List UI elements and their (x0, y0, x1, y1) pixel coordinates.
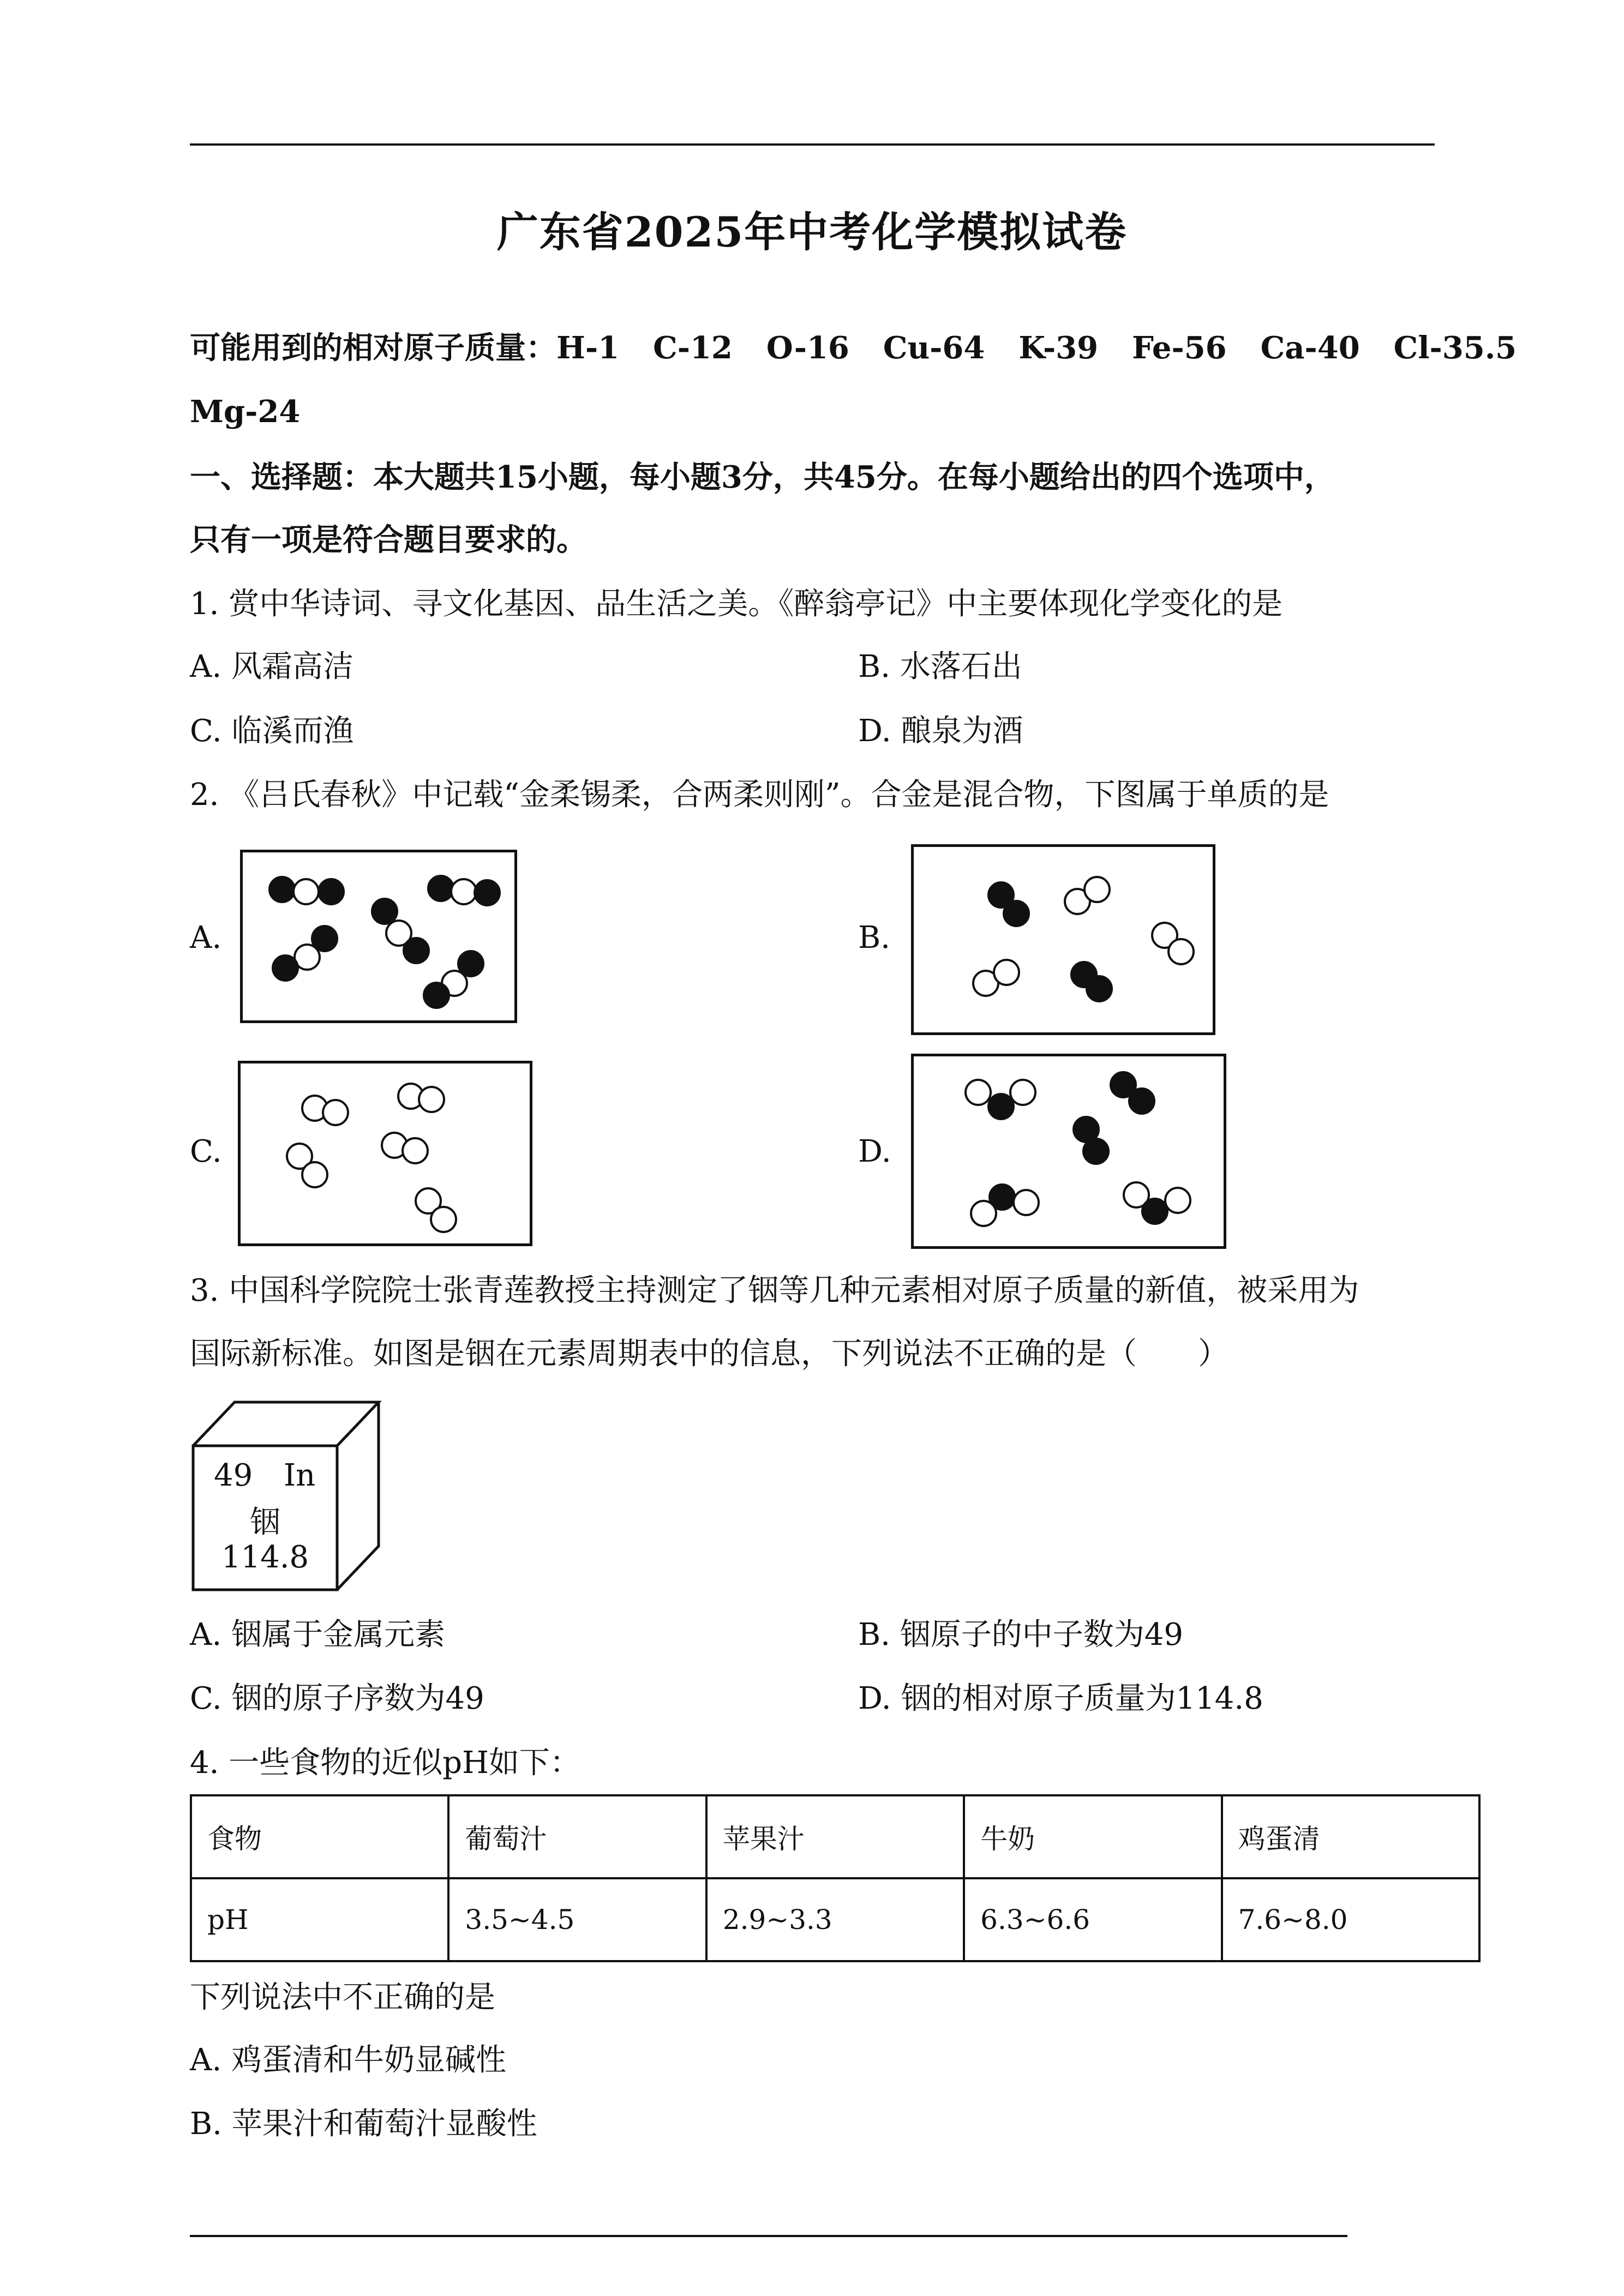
atomic-mass-item: Ca-40 (1260, 330, 1360, 366)
element-mass: 114.8 (221, 1540, 309, 1575)
q1-option-b: B. 水落石出 (858, 649, 1022, 684)
q3-stem-line2: 国际新标准。如图是铟在元素周期表中的信息，下列说法不正确的是（ ） (190, 1336, 1229, 1372)
molecule-diagram-d (914, 1056, 1229, 1252)
q2-label-c: C. (190, 1134, 222, 1169)
molecule-diagram-b (914, 847, 1218, 1038)
table-cell: 鸡蛋清 (1222, 1795, 1479, 1878)
q3-option-a: A. 铟属于金属元素 (190, 1617, 446, 1652)
top-rule (190, 143, 1435, 146)
table-header-row (191, 1795, 1479, 1878)
atomic-mass-item: H-1 (556, 330, 620, 366)
q4-question: 下列说法中不正确的是 (190, 1980, 495, 2015)
q1-stem: 1. 赏中华诗词、寻文化基因、品生活之美。《醉翁亭记》中主要体现化学变化的是 (190, 586, 1283, 622)
table-row (191, 1878, 1479, 1961)
atomic-mass-item: Cl-35.5 (1393, 330, 1517, 366)
table-cell: 3.5~4.5 (448, 1878, 706, 1961)
q2-stem: 2. 《吕氏春秋》中记载“金柔锡柔，合两柔则刚”。合金是混合物，下图属于单质的是 (190, 777, 1329, 813)
atomic-mass-label: 可能用到的相对原子质量： (190, 330, 556, 366)
bottom-rule (190, 2235, 1347, 2237)
q4-option-b: B. 苹果汁和葡萄汁显酸性 (190, 2106, 537, 2142)
ph-table (190, 1794, 1481, 1962)
q4-stem: 4. 一些食物的近似pH如下： (190, 1745, 580, 1781)
section-heading-line1: 一、选择题：本大题共15小题，每小题3分，共45分。在每小题给出的四个选项中， (190, 459, 1335, 495)
element-number: 49 (214, 1458, 253, 1493)
q2-diagram-d (911, 1054, 1226, 1249)
q3-option-c: C. 铟的原子序数为49 (190, 1681, 484, 1716)
q1-option-d: D. 酿泉为酒 (858, 713, 1023, 749)
table-cell: pH (191, 1878, 448, 1961)
table-cell: 7.6~8.0 (1222, 1878, 1479, 1961)
q2-diagram-a (240, 850, 517, 1023)
atomic-mass-item: K-39 (1018, 330, 1099, 366)
q2-label-d: D. (858, 1134, 891, 1169)
element-name: 铟 (250, 1505, 280, 1540)
section-heading-line2: 只有一项是符合题目要求的。 (190, 522, 587, 558)
table-cell: 6.3~6.6 (964, 1878, 1221, 1961)
q4-option-a: A. 鸡蛋清和牛奶显碱性 (190, 2042, 507, 2078)
q1-option-a: A. 风霜高洁 (190, 649, 354, 684)
q3-option-b: B. 铟原子的中子数为49 (858, 1617, 1184, 1652)
table-cell: 牛奶 (964, 1795, 1221, 1878)
atomic-mass-item: Fe-56 (1132, 330, 1227, 366)
atomic-mass-item: O-16 (766, 330, 849, 366)
molecule-diagram-a (243, 852, 520, 1026)
atomic-mass-line (190, 326, 1517, 370)
table-cell: 食物 (191, 1795, 448, 1878)
element-card-indium (190, 1399, 386, 1595)
table-cell: 2.9~3.3 (706, 1878, 964, 1961)
q2-diagram-b (911, 844, 1215, 1035)
q2-label-a: A. (190, 920, 222, 955)
q3-option-d: D. 铟的相对原子质量为114.8 (858, 1681, 1263, 1716)
atomic-mass-wrap: Mg-24 (190, 394, 301, 430)
molecule-diagram-c (241, 1063, 535, 1249)
table-cell: 苹果汁 (706, 1795, 964, 1878)
element-symbol: In (284, 1458, 316, 1493)
atomic-mass-item: C-12 (653, 330, 733, 366)
q1-option-c: C. 临溪而渔 (190, 713, 354, 749)
q2-diagram-c (238, 1061, 532, 1246)
q2-label-b: B. (858, 920, 890, 955)
page-title: 广东省2025年中考化学模拟试卷 (496, 208, 1128, 256)
q3-stem-line1: 3. 中国科学院院士张青莲教授主持测定了铟等几种元素相对原子质量的新值，被采用为 (190, 1273, 1359, 1308)
table-cell: 葡萄汁 (448, 1795, 706, 1878)
atomic-mass-item: Cu-64 (883, 330, 985, 366)
